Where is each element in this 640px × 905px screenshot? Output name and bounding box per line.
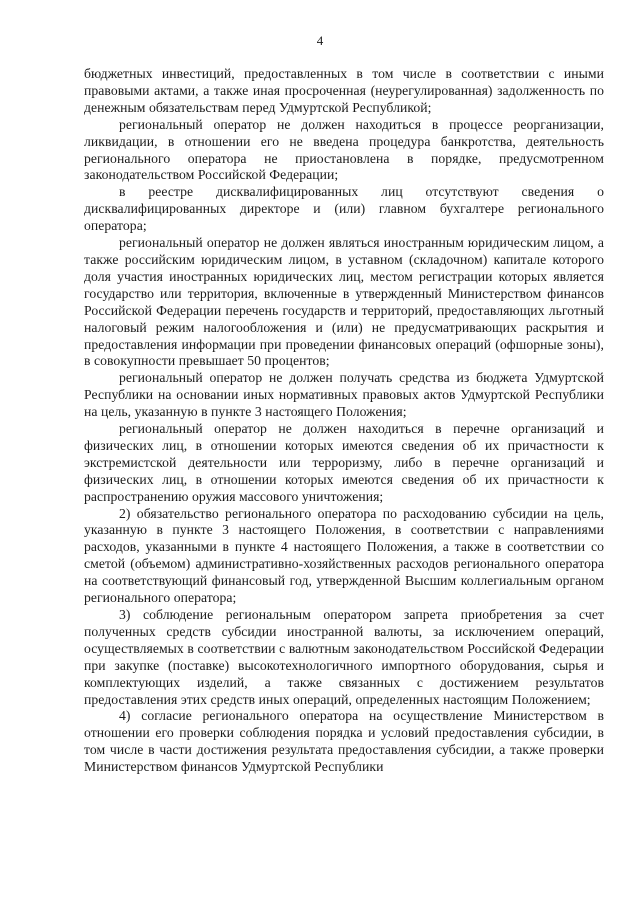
paragraph-8: 3) соблюдение региональным оператором запрета приобретения за счет полученных средств субсидии иностранной валюты, за исключением операций, осуществляемых в соответствии с валютным законодательством Российской Федерации при закупке (поставке) высокотехнологичного импортного оборудования, сырья и комплектующих изделий, а также связанных с достижением результатов предоставления этих средств иных операций, определенных настоящим Положением; (84, 607, 604, 707)
paragraph-2: региональный оператор не должен находиться в процессе реорганизации, ликвидации, в отношении его не введена процедура банкротства, деятельность регионального оператора не приостановлена в порядке, предусмотренном законодательством Российской Федерации; (84, 116, 604, 183)
paragraph-1: бюджетных инвестиций, предоставленных в том числе в соответствии с иными правовыми актами, а также иная просроченная (неурегулированная) задолженность по денежным обязательствам перед Удмуртской Республикой; (84, 66, 604, 115)
paragraph-7: 2) обязательство регионального оператора по расходованию субсидии на цель, указанную в пункте 3 настоящего Положения, в соответствии с направлениями расходов, указанными в пункте 4 настоящего Положения, а также в соответствии со сметой (объемом) административно-хозяйственных расходов регионального оператора на соответствующий финансовый год, утвержденной Высшим коллегиальным органом регионального оператора; (84, 505, 604, 606)
paragraph-5: региональный оператор не должен получать средства из бюджета Удмуртской Республики на основании иных нормативных правовых актов Удмуртской Республики на цель, указанную в пункте 3 настоящего Положения; (84, 370, 604, 420)
body-text (84, 66, 604, 776)
paragraph-3: в реестре дисквалифицированных лиц отсутствуют сведения о дисквалифицированных директоре и (или) главном бухгалтере регионального оператора; (84, 184, 604, 234)
page-number: 4 (316, 33, 324, 48)
paragraph-9: 4) согласие регионального оператора на осуществление Министерством в отношении его проверки соблюдения порядка и условий предоставления субсидии, в том числе в части достижения результата предоставления субсидии, а также проверки Министерством финансов Удмуртской Республики (84, 708, 604, 775)
paragraph-4: региональный оператор не должен являться иностранным юридическим лицом, а также российским юридическим лицом, в уставном (складочном) капитале которого доля участия иностранных юридических лиц, местом регистрации которых является государство или территория, включенные в утвержденный Министерством финансов Российской Федерации перечень государств и территорий, предоставляющих льготный налоговый режим налогообложения и (или) не предусматривающих раскрытия и предоставления информации при проведении финансовых операций (офшорные зоны), в совокупности превышает 50 процентов; (84, 235, 604, 369)
paragraph-6: региональный оператор не должен находиться в перечне организаций и физических лиц, в отношении которых имеются сведения об их причастности к экстремистской деятельности или терроризму, либо в перечне организаций и физических лиц, в отношении которых имеются сведения об их причастности к распространению оружия массового уничтожения; (84, 421, 604, 504)
